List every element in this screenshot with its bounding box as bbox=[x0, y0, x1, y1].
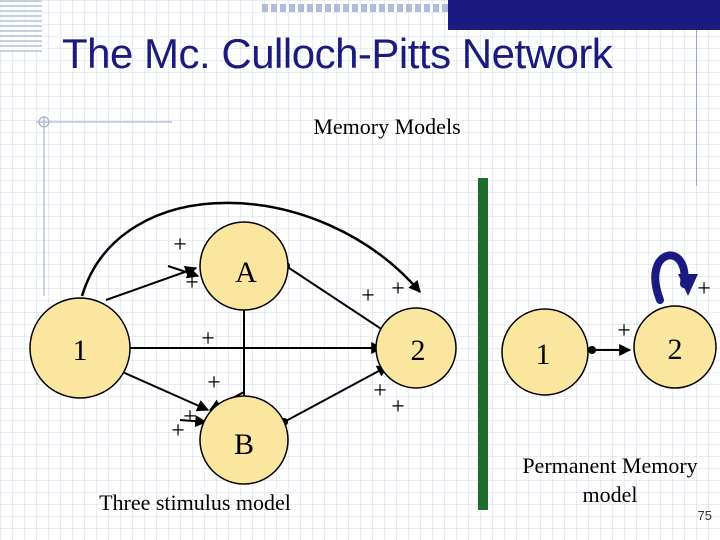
sign-edge-right: + bbox=[617, 318, 631, 344]
node-a bbox=[200, 222, 288, 310]
node-b bbox=[200, 396, 288, 484]
edge-a-to-2 bbox=[286, 266, 392, 336]
corner-guide-decoration bbox=[36, 116, 172, 296]
three-stimulus-model bbox=[30, 203, 456, 484]
node-1-left-label: 1 bbox=[72, 334, 88, 367]
sign-2-low-right: + bbox=[391, 394, 405, 420]
sign-top-arc: + bbox=[173, 232, 187, 258]
node-1-right-label: 1 bbox=[535, 338, 551, 371]
subtitle-memory-models: Memory Models bbox=[313, 114, 461, 139]
node-1-right bbox=[502, 309, 588, 395]
slide-title: The Mc. Culloch-Pitts Network bbox=[62, 30, 613, 77]
caption-three-stimulus: Three stimulus model bbox=[99, 490, 291, 515]
sign-b-inner: + bbox=[183, 404, 197, 430]
node-2-left-label: 2 bbox=[410, 334, 426, 367]
permanent-memory-model bbox=[502, 255, 716, 395]
sign-1-mid: + bbox=[201, 326, 215, 352]
node-2-right bbox=[634, 306, 716, 388]
node-b-label: B bbox=[233, 428, 255, 461]
sign-b-upper: + bbox=[207, 370, 221, 396]
caption-permanent-memory: Permanent Memory model bbox=[522, 453, 698, 507]
page-number: 75 bbox=[697, 508, 712, 523]
node-2-left bbox=[376, 308, 456, 388]
node-2-right-label: 2 bbox=[667, 333, 683, 366]
divider-bar bbox=[478, 178, 488, 510]
sign-a-in: + bbox=[185, 270, 199, 296]
edge-1-to-a bbox=[106, 268, 196, 300]
node-1-left bbox=[30, 298, 130, 398]
sign-b-left: + bbox=[171, 418, 185, 444]
node-a-label: A bbox=[235, 256, 257, 289]
sign-a-to-2-left: + bbox=[361, 283, 375, 309]
sign-2-low-left: + bbox=[373, 378, 387, 404]
sign-loop: + bbox=[697, 276, 711, 302]
sign-a-to-2-right: + bbox=[391, 276, 405, 302]
